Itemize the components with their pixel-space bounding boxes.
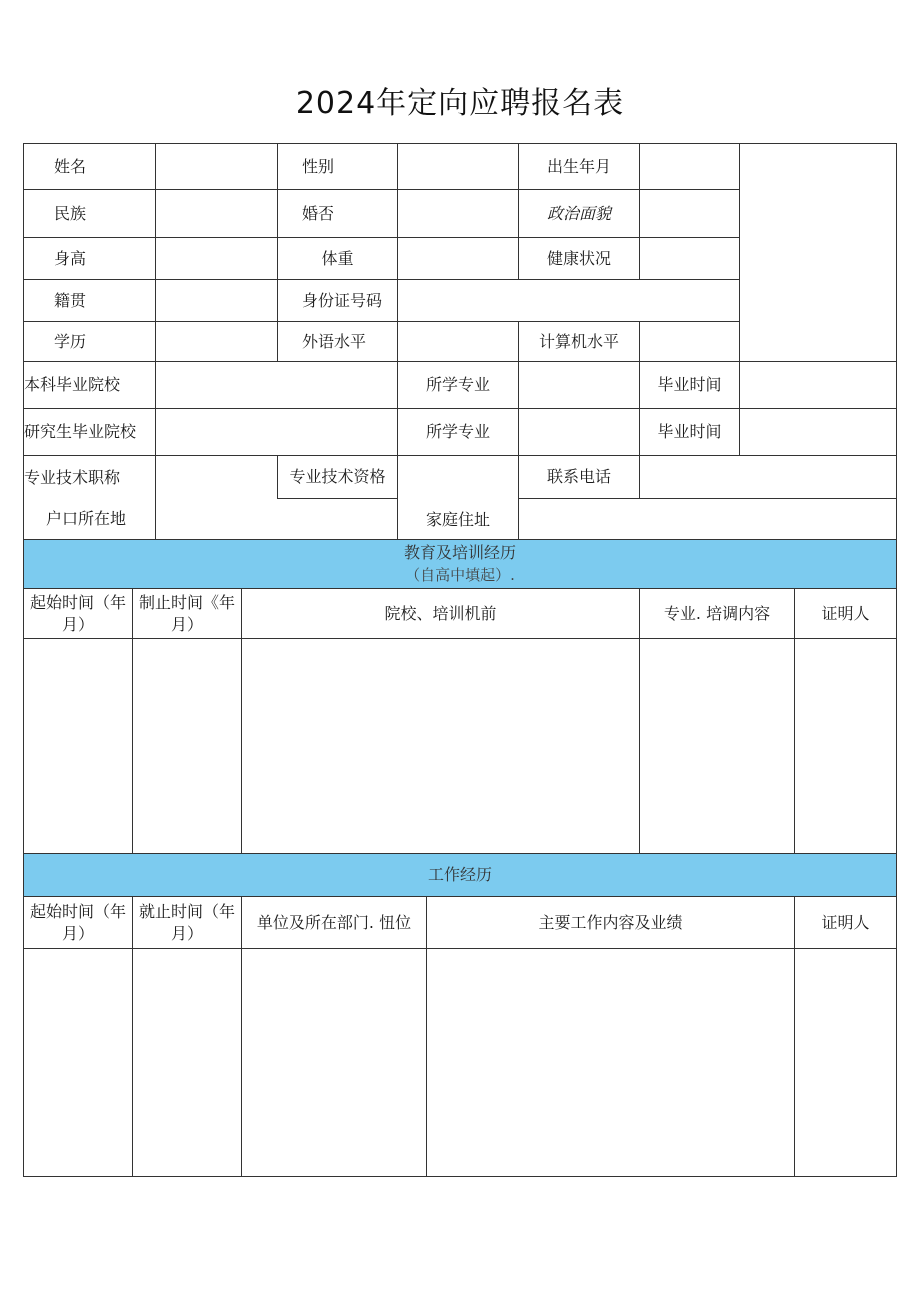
label-title-rank: 专业技术职称 (23, 455, 156, 499)
label-education: 学历 (23, 321, 156, 362)
field-postgrad-school[interactable] (155, 408, 398, 456)
edu-col-school: 院校、培训机前 (241, 588, 640, 639)
label-undergrad-school: 本科毕业院校 (23, 361, 156, 409)
education-section-header (23, 539, 897, 589)
edu-field-start[interactable] (23, 638, 133, 854)
work-section-header (23, 853, 897, 897)
field-qualification[interactable] (397, 455, 519, 499)
field-political[interactable] (639, 189, 740, 238)
work-field-witness[interactable] (794, 948, 897, 1177)
field-birth[interactable] (639, 143, 740, 190)
label-weight: 体重 (277, 237, 398, 280)
field-title-rank[interactable] (155, 455, 278, 499)
label-name: 姓名 (23, 143, 156, 190)
label-birth: 出生年月 (518, 143, 640, 190)
field-grad-time-1[interactable] (739, 361, 897, 409)
label-id-number: 身份证号码 (277, 279, 398, 322)
work-col-witness: 证明人 (794, 896, 897, 949)
label-political: 政治面貌 (518, 189, 640, 238)
edu-field-school[interactable] (241, 638, 640, 854)
edu-col-end: 制止时间《年月） (132, 588, 242, 639)
education-heading: 教育及培训经历 (403, 543, 516, 562)
field-major-1[interactable] (518, 361, 640, 409)
edu-col-major: 专业. 培调内容 (639, 588, 795, 639)
field-native[interactable] (155, 279, 278, 322)
field-weight[interactable] (397, 237, 519, 280)
page-title: 2024年定向应聘报名表 (295, 86, 625, 121)
label-foreign-lang: 外语水平 (277, 321, 398, 362)
label-address: 家庭住址 (397, 498, 519, 540)
label-major-2: 所学专业 (397, 408, 519, 456)
field-ethnicity[interactable] (155, 189, 278, 238)
field-undergrad-school[interactable] (155, 361, 398, 409)
work-field-start[interactable] (23, 948, 133, 1177)
photo-box[interactable] (739, 143, 897, 362)
work-col-start: 起始时间（年月） (23, 896, 133, 949)
edu-col-start: 起始时间（年月） (23, 588, 133, 639)
work-field-end[interactable] (132, 948, 242, 1177)
field-hukou[interactable] (155, 498, 398, 540)
label-height: 身高 (23, 237, 156, 280)
label-phone: 联系电话 (518, 455, 640, 499)
label-ethnicity: 民族 (23, 189, 156, 238)
label-hukou: 户口所在地 (23, 498, 156, 540)
label-postgrad-school: 研究生毕业院校 (23, 408, 156, 456)
edu-field-end[interactable] (132, 638, 242, 854)
field-marital[interactable] (397, 189, 519, 238)
label-marital: 婚否 (277, 189, 398, 238)
field-computer[interactable] (639, 321, 740, 362)
label-computer: 计算机水平 (518, 321, 640, 362)
work-col-end: 就止时间（年月） (132, 896, 242, 949)
field-phone[interactable] (639, 455, 897, 499)
edu-col-witness: 证明人 (794, 588, 897, 639)
edu-field-major[interactable] (639, 638, 795, 854)
field-health[interactable] (639, 237, 740, 280)
label-gender: 性别 (277, 143, 398, 190)
label-native: 籍贯 (23, 279, 156, 322)
work-field-content[interactable] (426, 948, 795, 1177)
label-grad-time-2: 毕业时间 (639, 408, 740, 456)
work-field-unit[interactable] (241, 948, 427, 1177)
field-gender[interactable] (397, 143, 519, 190)
field-name[interactable] (155, 143, 278, 190)
label-grad-time-1: 毕业时间 (639, 361, 740, 409)
field-id-number[interactable] (397, 279, 740, 322)
edu-field-witness[interactable] (794, 638, 897, 854)
work-heading: 工作经历 (427, 865, 492, 884)
field-foreign-lang[interactable] (397, 321, 519, 362)
field-education[interactable] (155, 321, 278, 362)
work-col-unit: 单位及所在部门. 忸位 (241, 896, 427, 949)
label-major-1: 所学专业 (397, 361, 519, 409)
field-address[interactable] (518, 498, 897, 540)
label-qualification: 专业技术资格 (277, 455, 398, 499)
education-note: （自高中填起）. (405, 566, 515, 584)
field-height[interactable] (155, 237, 278, 280)
field-grad-time-2[interactable] (739, 408, 897, 456)
work-col-content: 主要工作内容及业绩 (426, 896, 795, 949)
field-major-2[interactable] (518, 408, 640, 456)
label-health: 健康状况 (518, 237, 640, 280)
